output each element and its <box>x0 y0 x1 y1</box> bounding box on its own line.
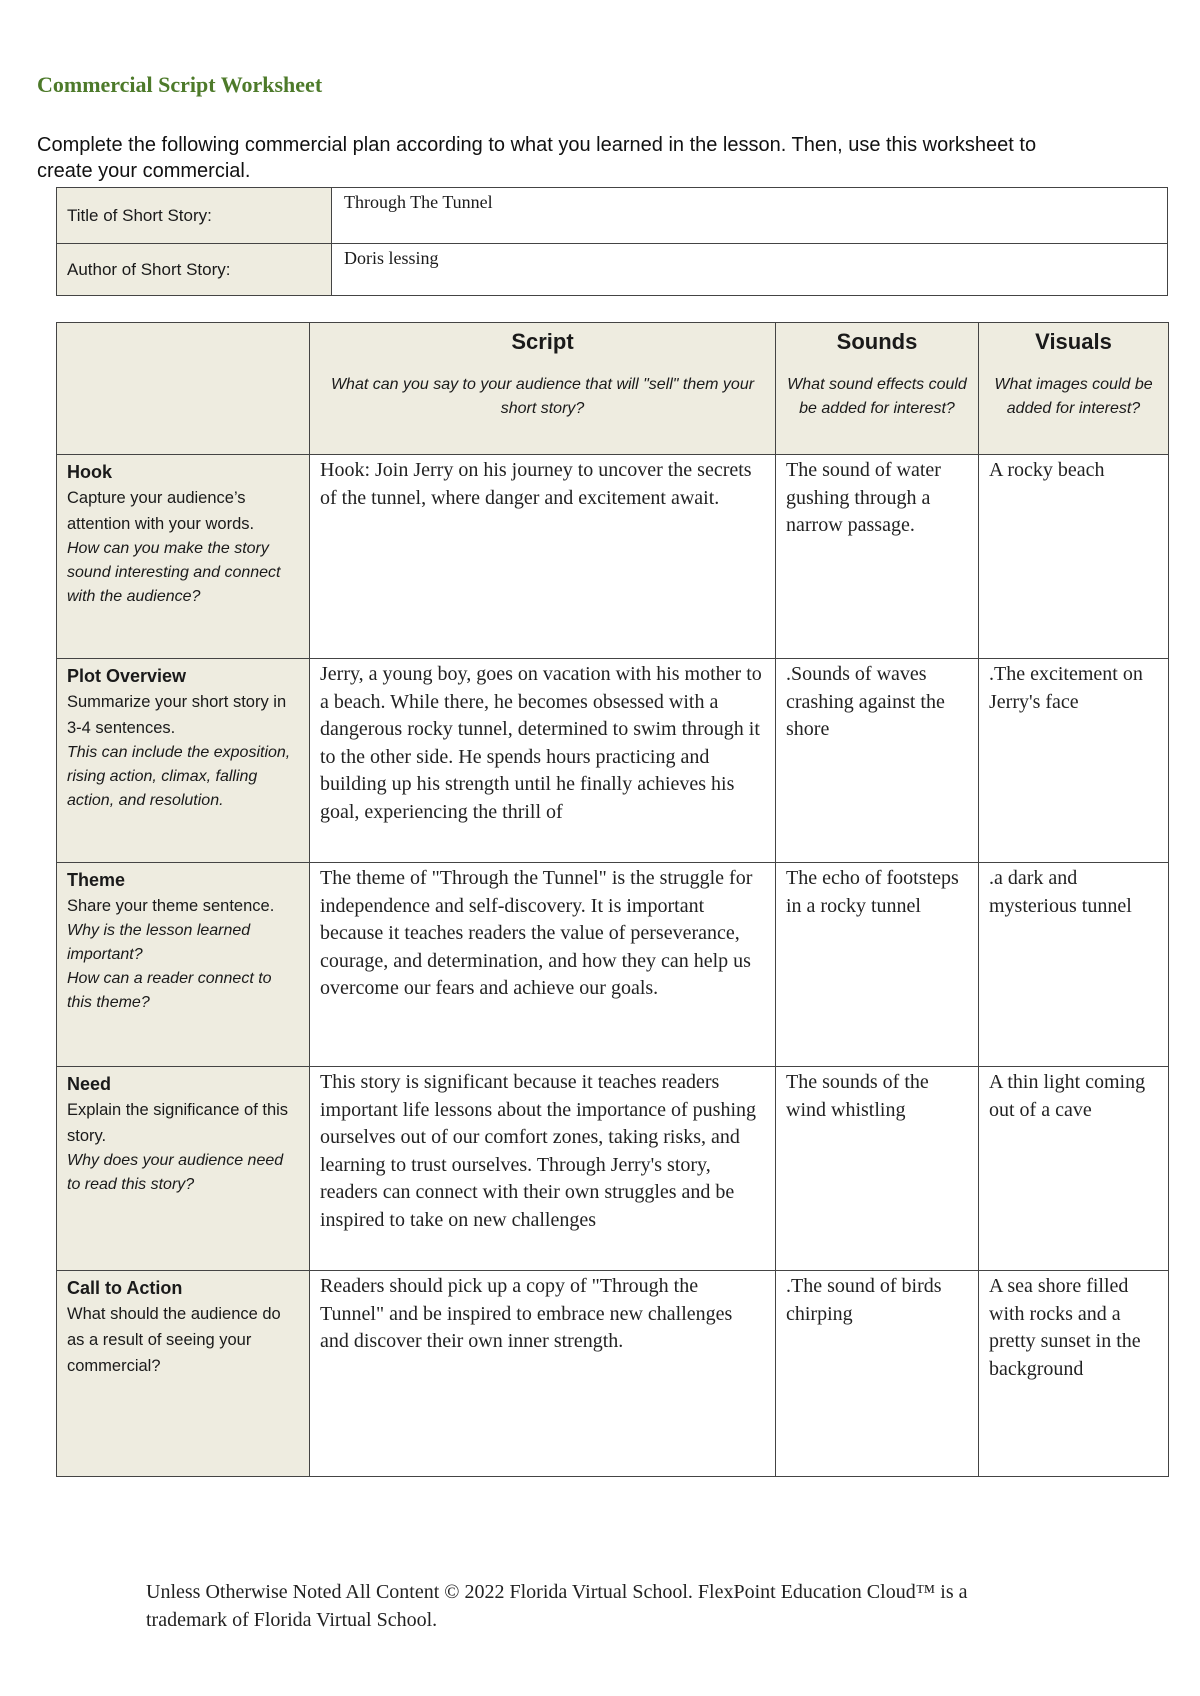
column-title: Script <box>511 329 574 354</box>
sounds-cell[interactable] <box>776 659 979 863</box>
visuals-cell[interactable] <box>979 455 1169 659</box>
sounds-cell[interactable] <box>776 1067 979 1271</box>
script-text: Jerry, a young boy, goes on vacation with his mother to a beach. While there, he becomes obsessed with a dangerous rocky tunnel, determined to swim through it to the other side. He spends hours practicing and building up his strength until he finally achieves his goal, experiencing the thrill of <box>320 663 762 823</box>
table-row <box>57 1067 1169 1271</box>
worksheet-heading: Commercial Script Worksheet <box>37 72 323 97</box>
row-header-hook <box>57 455 310 659</box>
row-header-theme <box>57 863 310 1067</box>
row-header-call-to-action <box>57 1271 310 1477</box>
sounds-text: The sounds of the wind whistling <box>786 1071 929 1121</box>
column-question: What sound effects could be added for interest? <box>787 376 967 417</box>
visuals-text: .a dark and mysterious tunnel <box>989 867 1132 917</box>
column-header-sounds <box>776 323 979 455</box>
table-row <box>57 863 1169 1067</box>
row-title: Hook <box>67 462 112 482</box>
author-value[interactable]: Doris lessing <box>332 244 1168 296</box>
row-question: How can you make the story sound interesting and connect with the audience? <box>67 540 281 605</box>
sounds-text: The echo of footsteps in a rocky tunnel <box>786 867 959 917</box>
script-cell[interactable] <box>310 1067 776 1271</box>
script-text: Hook: Join Jerry on his journey to uncover the secrets of the tunnel, where danger and excitement await. <box>320 459 752 509</box>
row-description: Explain the significance of this story. <box>67 1101 289 1145</box>
sounds-cell[interactable] <box>776 863 979 1067</box>
table-row <box>57 1271 1169 1477</box>
row-title: Plot Overview <box>67 666 187 686</box>
script-cell[interactable] <box>310 455 776 659</box>
row-header-plot-overview <box>57 659 310 863</box>
column-question: What images could be added for interest? <box>994 376 1153 417</box>
script-text: The theme of "Through the Tunnel" is the struggle for independence and self-discovery. It is important because it teaches readers the value of perseverance, courage, and determination, and how they can help us overcome our fears and achieve our goals. <box>320 867 753 999</box>
column-title: Sounds <box>836 329 918 354</box>
row-description: What should the audience do as a result of seeing your commercial? <box>67 1305 281 1375</box>
table-row <box>57 659 1169 863</box>
row-title: Theme <box>67 870 126 890</box>
visuals-text: A sea shore filled with rocks and a pretty sunset in the background <box>989 1275 1141 1380</box>
instructions: Complete the following commercial plan according to what you learned in the lesson. Then, use this worksheet to create your commercial. <box>37 134 1037 182</box>
visuals-text: .The excitement on Jerry's face <box>989 663 1143 713</box>
row-description: Share your theme sentence. <box>67 897 275 915</box>
row-question: This can include the exposition, rising action, climax, falling action, and resolution. <box>67 744 291 809</box>
row-description: Capture your audience’s attention with your words. <box>67 489 255 533</box>
row-title: Call to Action <box>67 1278 183 1298</box>
row-header-need <box>57 1067 310 1271</box>
story-info-table <box>56 187 1168 296</box>
visuals-cell[interactable] <box>979 1067 1169 1271</box>
corner-cell <box>57 323 310 455</box>
sounds-cell[interactable] <box>776 1271 979 1477</box>
commercial-plan-table <box>56 322 1169 1477</box>
script-cell[interactable] <box>310 1271 776 1477</box>
column-title: Visuals <box>1035 329 1112 354</box>
column-question: What can you say to your audience that will "sell" them your short story? <box>330 376 755 417</box>
script-cell[interactable] <box>310 659 776 863</box>
copyright-footer: Unless Otherwise Noted All Content © 2022 Florida Virtual School. FlexPoint Education Cloud™ is a trademark of Florida Virtual School. <box>146 1581 968 1631</box>
script-text: This story is significant because it teaches readers important life lessons about the importance of pushing ourselves out of our comfort zones, taking risks, and learning to trust ourselves. Through Jerry's story, readers can connect with their own struggles and be inspired to take on new challenges <box>320 1071 757 1231</box>
visuals-cell[interactable] <box>979 863 1169 1067</box>
row-question: Why does your audience need to read this story? <box>67 1152 284 1193</box>
table-row <box>57 455 1169 659</box>
visuals-text: A thin light coming out of a cave <box>989 1071 1146 1121</box>
sounds-cell[interactable] <box>776 455 979 659</box>
visuals-cell[interactable] <box>979 1271 1169 1477</box>
title-label: Title of Short Story: <box>57 188 332 244</box>
script-text: Readers should pick up a copy of "Through the Tunnel" and be inspired to embrace new challenges and discover their own inner strength. <box>320 1275 733 1352</box>
visuals-cell[interactable] <box>979 659 1169 863</box>
row-description: Summarize your short story in 3-4 sentences. <box>67 693 287 737</box>
title-value[interactable]: Through The Tunnel <box>332 188 1168 244</box>
sounds-text: The sound of water gushing through a narrow passage. <box>786 459 941 536</box>
column-header-visuals <box>979 323 1169 455</box>
author-label: Author of Short Story: <box>57 244 332 296</box>
row-question: How can a reader connect to this theme? <box>67 970 272 1011</box>
script-cell[interactable] <box>310 863 776 1067</box>
row-title: Need <box>67 1074 112 1094</box>
row-question: Why is the lesson learned important? <box>67 922 251 963</box>
visuals-text: A rocky beach <box>989 459 1105 481</box>
sounds-text: .Sounds of waves crashing against the shore <box>786 663 945 740</box>
sounds-text: .The sound of birds chirping <box>786 1275 942 1325</box>
column-header-script <box>310 323 776 455</box>
